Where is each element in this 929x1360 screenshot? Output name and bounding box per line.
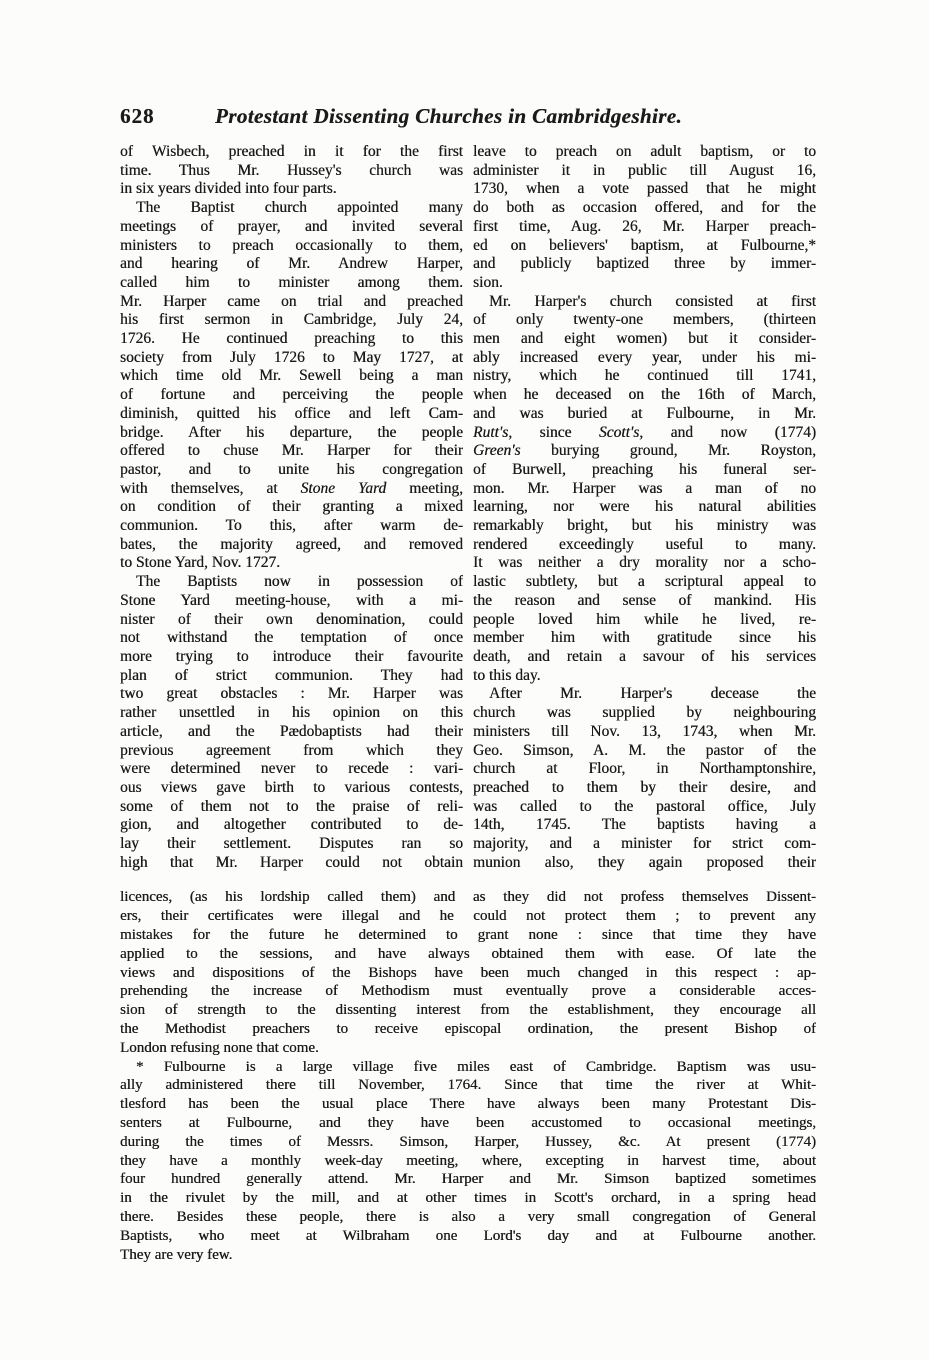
text-line: men and eight women) but it consider- (473, 330, 816, 348)
text-line: in six years divided into four parts. (120, 180, 337, 198)
text-line: bates, the majority agreed, and removed (120, 535, 463, 553)
text-line: of Burwell, preaching his funeral ser- (473, 460, 816, 478)
text-line: mistakes for the future he determined to grant none : since that time they have (120, 927, 816, 944)
text-line: 1730, when a vote passed that he might (473, 180, 816, 198)
text-line: pastor, and to unite his congregation (120, 460, 463, 478)
text-line: more trying to introduce their favourite (120, 647, 463, 665)
text-line: communion. To this, after warm de- (120, 517, 463, 535)
text-line: which time old Mr. Sewell being a man (120, 367, 463, 385)
text-line: diminish, quitted his office and left Cam- (120, 404, 463, 422)
text-line: of only twenty-one members, (thirteen (473, 311, 816, 329)
text-line: church at Floor, in Northamptonshire, (473, 760, 816, 778)
text-line: offered to chuse Mr. Harper for their (120, 442, 463, 460)
text-line: of fortune and perceiving the people (120, 386, 463, 404)
text-line: applied to the sessions, and have always obtained them with ease. Of late the (120, 945, 816, 962)
text-line: * Fulbourne is a large village five miles east of Cambridge. Baptism was usu- (136, 1058, 816, 1075)
page-title: Protestant Dissenting Churches in Cambridgeshire. (215, 104, 683, 128)
text-line: previous agreement from which they (120, 741, 463, 759)
page-number: 628 (120, 104, 155, 128)
text-line: bridge. After his departure, the people (120, 423, 463, 441)
text-line: leave to preach on adult baptism, or to (473, 143, 816, 160)
text-line: to this day. (473, 666, 541, 684)
text-line: Mr. Harper's church consisted at first (489, 292, 816, 310)
text-line: of Wisbech, preached in it for the first (120, 143, 463, 160)
text-line: ed on believers' baptism, at Fulbourne,* (473, 236, 816, 254)
text-line: ally administered there till November, 1764. Since that time the river at Whit- (120, 1077, 816, 1094)
text-line: mon. Mr. Harper was a man of no (473, 479, 816, 497)
text-line: plan of strict communion. They had (120, 666, 463, 684)
main-text (120, 143, 816, 872)
text-line: when he deceased on the 16th of March, (473, 386, 816, 404)
text-line: munion also, they again proposed their (473, 853, 816, 871)
text-line: called him to minister among them. (120, 273, 463, 291)
text-line: the reason and sense of mankind. His (473, 591, 816, 609)
text-line: ably increased every year, under his mi- (473, 348, 816, 366)
text-line: first time, Aug. 26, Mr. Harper preach- (473, 217, 816, 235)
text-line: London refusing none that come. (120, 1039, 319, 1056)
text-line: ous views gave birth to various contests, (120, 778, 463, 796)
text-line: licences, (as his lordship called them) and as they did not profess themselves Dissent- (120, 889, 816, 906)
text-line: Stone Yard meeting-house, with a mi- (120, 591, 463, 609)
text-line: preached to them by their desire, and (473, 778, 816, 796)
text-line: was called to the pastoral office, July (473, 797, 816, 815)
text-line: society from July 1726 to May 1727, at (120, 348, 463, 366)
text-line: majority, and a minister for strict com- (473, 835, 816, 853)
text-line: ers, their certificates were illegal and he could not protect them ; to prevent any (120, 908, 816, 925)
text-line: on condition of their granting a mixed (120, 498, 463, 516)
text-line: ministers to preach occasionally to them, (120, 236, 463, 254)
text-line: It was neither a dry morality nor a scho- (473, 554, 816, 572)
text-line: rather unsettled in his opinion on this (120, 704, 463, 722)
text-line: death, and retain a savour of his services (473, 647, 816, 665)
text-line: four hundred generally attend. Mr. Harper and Mr. Simson baptized sometimes (120, 1171, 816, 1188)
text-line: administer it in public till August 16, (473, 161, 816, 179)
text-line: and was buried at Fulbourne, in Mr. (473, 404, 816, 422)
text-line: Baptists, who meet at Wilbraham one Lord's day and at Fulbourne another. (120, 1227, 816, 1244)
text-line: sion. (473, 273, 503, 291)
text-line: They are very few. (120, 1246, 233, 1263)
text-line: tlesford has been the usual place There have always been many Protestant Dis- (120, 1096, 816, 1113)
left-column (120, 143, 463, 872)
text-line: high that Mr. Harper could not obtain (120, 853, 463, 871)
text-line: in the rivulet by the mill, and at other times in Scott's orchard, in a spring head (120, 1190, 816, 1207)
text-line: member him with gratitude since his (473, 629, 816, 647)
text-line: lastic subtlety, but a scriptural appeal to (473, 573, 816, 591)
text-line: The Baptists now in possession of (136, 573, 463, 591)
text-line: learning, nor were his natural abilities (473, 498, 816, 516)
text-line: ministers till Nov. 13, 1743, when Mr. (473, 722, 816, 740)
text-line: not withstand the temptation of once (120, 629, 463, 647)
footnote-section (120, 888, 816, 1264)
text-line: do both as occasion offered, and for the (473, 199, 816, 217)
text-line: 1726. He continued preaching to this (120, 330, 463, 348)
text-line: nistry, which he continued till 1741, (473, 367, 816, 385)
text-line: they have a monthly week-day meeting, where, excepting in harvest time, about (120, 1152, 816, 1169)
text-line: rendered exceedingly useful to many. (473, 535, 816, 553)
text-line: and publicly baptized three by immer- (473, 255, 816, 273)
text-line: the Methodist preachers to receive episcopal ordination, the present Bishop of (120, 1021, 816, 1037)
page-content (120, 104, 816, 1264)
text-line: were determined never to recede : vari- (120, 760, 463, 778)
text-line: sion of strength to the dissenting interest from the establishment, they encourage all (120, 1002, 816, 1019)
text-line: to Stone Yard, Nov. 1727. (120, 554, 281, 572)
page-header (120, 104, 816, 134)
text-line: with themselves, at Stone Yard meeting, (120, 479, 463, 497)
text-line: his first sermon in Cambridge, July 24, (120, 311, 463, 329)
text-line: After Mr. Harper's decease the (489, 685, 816, 703)
text-line: views and dispositions of the Bishops have been much changed in this respect : ap- (120, 964, 816, 981)
text-line: gion, and altogether contributed to de- (120, 816, 463, 834)
right-column (473, 143, 816, 872)
text-line: senters at Fulbourne, and they have been accustomed to occasional meetings, (120, 1114, 816, 1131)
text-line: time. Thus Mr. Hussey's church was (120, 161, 463, 179)
text-line: Rutt's, since Scott's, and now (1774) (473, 423, 816, 441)
text-line: Geo. Simson, A. M. the pastor of the (473, 741, 816, 759)
text-line: 14th, 1745. The baptists having a (473, 816, 816, 834)
text-line: remarkably bright, but his ministry was (473, 517, 816, 535)
text-line: article, and the Pædobaptists had their (120, 722, 463, 740)
text-line: and hearing of Mr. Andrew Harper, (120, 255, 463, 273)
text-line: church was supplied by neighbouring (473, 704, 816, 722)
text-line: nister of their own denomination, could (120, 610, 463, 628)
text-line: there. Besides these people, there is also a very small congregation of General (120, 1208, 816, 1225)
text-line: two great obstacles : Mr. Harper was (120, 685, 463, 703)
text-line: meetings of prayer, and invited several (120, 217, 463, 235)
text-line: prehending the increase of Methodism must eventually prove a considerable acces- (120, 983, 816, 1000)
text-line: The Baptist church appointed many (136, 199, 463, 217)
text-line: Mr. Harper came on trial and preached (120, 292, 463, 310)
text-line: during the times of Messrs. Simson, Harper, Hussey, &c. At present (1774) (120, 1133, 816, 1150)
text-line: some of them not to the praise of reli- (120, 797, 463, 815)
text-line: Green's burying ground, Mr. Royston, (473, 442, 816, 460)
text-line: lay their settlement. Disputes ran so (120, 835, 463, 853)
text-line: people loved him while he lived, re- (473, 610, 816, 628)
